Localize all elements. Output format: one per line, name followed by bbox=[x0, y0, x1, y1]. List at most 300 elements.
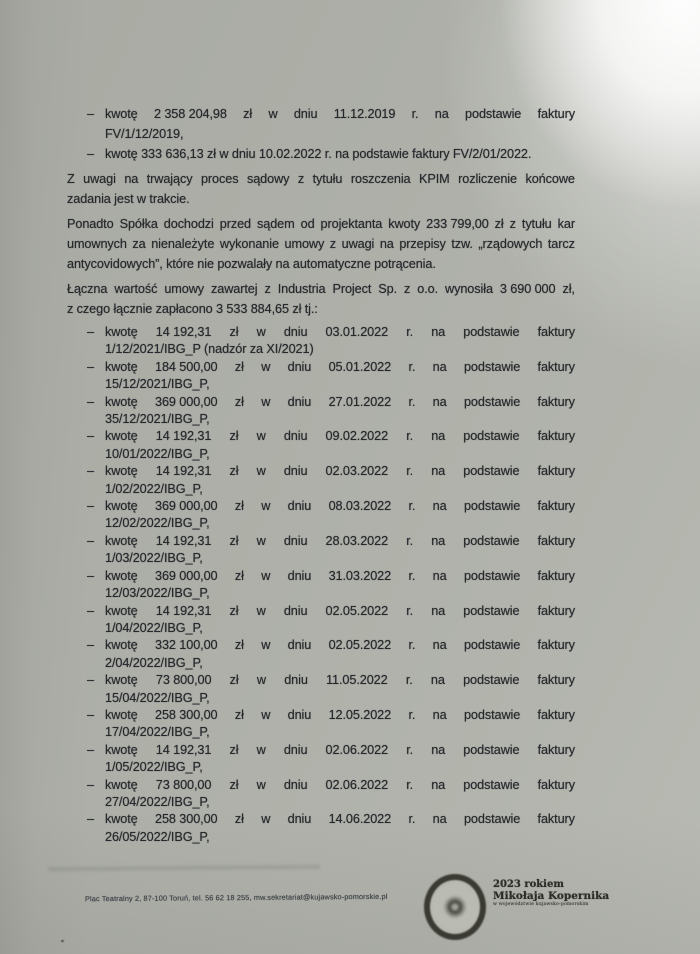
bullet-dash: – bbox=[87, 499, 94, 514]
document-page bbox=[67, 104, 575, 846]
doc-word: r. bbox=[408, 394, 416, 409]
payment-item-body bbox=[105, 428, 575, 463]
doc-line: 2/04/2022/IBG_P, bbox=[105, 655, 203, 670]
doc-word: uwagi bbox=[341, 237, 375, 251]
doc-line bbox=[105, 463, 575, 480]
doc-word: faktury bbox=[537, 394, 575, 409]
doc-word: „rządowych bbox=[478, 237, 543, 251]
doc-word: przed bbox=[219, 217, 252, 231]
doc-line: 1/02/2022/IBG_P, bbox=[105, 481, 203, 496]
payment-item-body bbox=[105, 498, 575, 533]
doc-word: dniu bbox=[284, 673, 308, 688]
doc-word: za bbox=[132, 237, 146, 251]
payment-item-body bbox=[105, 811, 575, 846]
doc-line: FV/1/12/2019, bbox=[105, 127, 184, 141]
doc-word: 14 192,31 bbox=[155, 325, 212, 339]
doc-word: dniu bbox=[283, 742, 308, 757]
doc-word: zł bbox=[229, 673, 239, 688]
doc-word: dniu bbox=[287, 638, 312, 653]
doc-word: zł bbox=[229, 533, 239, 548]
doc-word: podstawie bbox=[463, 499, 521, 514]
doc-word: w bbox=[256, 777, 266, 792]
doc-word: 14 192,31 bbox=[155, 429, 212, 444]
doc-word: zawartej bbox=[211, 282, 258, 296]
payment-item-body bbox=[105, 672, 575, 707]
doc-word: Sp. bbox=[378, 282, 398, 296]
doc-word: r. bbox=[406, 742, 414, 757]
doc-word: r. bbox=[406, 429, 414, 444]
doc-line bbox=[67, 234, 575, 254]
doc-line: 12/03/2022/IBG_P, bbox=[105, 586, 210, 601]
doc-word: 09.02.2022 bbox=[325, 429, 389, 444]
bullet-dash: – bbox=[87, 603, 94, 618]
doc-line: 1/05/2022/IBG_P, bbox=[105, 760, 203, 775]
doc-word: 14 192,31 bbox=[155, 533, 212, 548]
doc-line bbox=[105, 707, 575, 724]
doc-word: na bbox=[431, 429, 446, 444]
doc-word: Spółka bbox=[119, 217, 158, 231]
doc-word: zł bbox=[229, 325, 239, 339]
doc-line: 1/03/2022/IBG_P, bbox=[105, 551, 203, 566]
doc-word: podstawie bbox=[463, 568, 521, 583]
doc-word: tytułu bbox=[521, 217, 552, 231]
doc-word: na bbox=[434, 107, 449, 121]
paper-crease bbox=[48, 865, 320, 871]
doc-word: kwotę bbox=[105, 638, 138, 653]
doc-word: proces bbox=[200, 172, 239, 186]
doc-word: w bbox=[261, 812, 271, 827]
doc-word: kwotę bbox=[105, 742, 138, 757]
doc-word: 233 799,00 bbox=[426, 217, 489, 231]
doc-word: 28.03.2022 bbox=[325, 533, 389, 548]
doc-line: z czego łącznie zapłacono 3 533 884,65 zł tj.: bbox=[67, 302, 318, 316]
doc-word: r. bbox=[406, 325, 414, 339]
payment-item-body bbox=[105, 637, 575, 672]
doc-word: r. bbox=[406, 533, 414, 548]
doc-line: 27/04/2022/IBG_P, bbox=[105, 794, 210, 809]
doc-word: r. bbox=[408, 638, 416, 653]
doc-line bbox=[105, 637, 575, 654]
doc-word: 27.01.2022 bbox=[328, 394, 392, 409]
doc-word: faktury bbox=[537, 812, 575, 827]
paragraph-court-process bbox=[67, 169, 575, 209]
doc-word: faktury bbox=[537, 603, 575, 618]
payment-item bbox=[87, 672, 575, 707]
doc-word: w bbox=[256, 742, 266, 757]
bullet-dash: – bbox=[87, 673, 94, 688]
doc-line bbox=[105, 811, 575, 828]
doc-word: zł bbox=[229, 777, 239, 792]
paragraphs bbox=[67, 169, 575, 319]
doc-word: zł, bbox=[562, 282, 575, 296]
bullet-dash: – bbox=[87, 107, 94, 121]
doc-word: zł bbox=[229, 464, 239, 479]
doc-line bbox=[105, 568, 575, 585]
payment-item bbox=[87, 603, 575, 638]
doc-line: zadania jest w trakcie. bbox=[67, 192, 190, 206]
doc-word: o.o. bbox=[417, 282, 439, 296]
doc-word: na bbox=[431, 464, 446, 479]
doc-word: na bbox=[379, 237, 394, 251]
doc-line: 12/02/2022/IBG_P, bbox=[105, 516, 210, 531]
doc-word: dniu bbox=[283, 325, 308, 339]
doc-word: kwoty bbox=[388, 217, 421, 231]
doc-word: wynosiła bbox=[445, 282, 493, 296]
doc-word: kwotę bbox=[105, 533, 138, 548]
copernicus-logo bbox=[424, 874, 609, 940]
doc-word: przepisy bbox=[399, 237, 446, 251]
payment-item bbox=[87, 777, 575, 812]
doc-word: w bbox=[261, 707, 271, 722]
doc-word: dniu bbox=[287, 568, 312, 583]
payment-item-body bbox=[105, 707, 575, 742]
payment-item-body bbox=[105, 568, 575, 603]
doc-line bbox=[105, 428, 575, 445]
doc-word: r. bbox=[408, 359, 416, 374]
doc-line bbox=[105, 533, 575, 550]
doc-word: podstawie bbox=[463, 325, 520, 339]
doc-word: 14 192,31 bbox=[155, 603, 212, 618]
doc-word: faktury bbox=[537, 533, 575, 548]
copernicus-medal-icon bbox=[424, 874, 486, 940]
doc-word: 369 000,00 bbox=[155, 568, 218, 583]
doc-word: zł bbox=[243, 107, 253, 121]
doc-word: z bbox=[297, 172, 305, 186]
doc-word: kwotę bbox=[105, 499, 138, 514]
doc-line bbox=[105, 498, 575, 515]
doc-line bbox=[105, 672, 575, 689]
doc-word: zł bbox=[234, 812, 244, 827]
doc-word: 369 000,00 bbox=[155, 499, 218, 514]
payment-item bbox=[87, 463, 575, 498]
doc-word: kar bbox=[557, 217, 575, 231]
doc-word: umownych bbox=[67, 237, 127, 251]
paper-speck bbox=[61, 940, 64, 942]
doc-word: w bbox=[261, 638, 271, 653]
doc-line bbox=[67, 279, 575, 299]
doc-word: końcowe bbox=[525, 172, 575, 186]
doc-word: kwotę bbox=[105, 394, 138, 409]
bullet-dash: – bbox=[87, 742, 94, 757]
bullet-dash: – bbox=[87, 707, 94, 722]
doc-word: faktury bbox=[537, 673, 575, 688]
payment-item-body bbox=[105, 742, 575, 777]
doc-word: 08.03.2022 bbox=[328, 499, 392, 514]
doc-word: w bbox=[256, 325, 266, 339]
payment-item bbox=[87, 428, 575, 463]
paragraph-contract-total bbox=[67, 279, 575, 319]
payment-item-body bbox=[105, 359, 575, 394]
doc-word: na bbox=[432, 568, 447, 583]
doc-word: 02.06.2022 bbox=[325, 777, 389, 792]
doc-word: dochodzi bbox=[163, 217, 214, 231]
doc-word: r. bbox=[408, 568, 416, 583]
doc-word: roszczenia bbox=[350, 172, 411, 186]
doc-word: dniu bbox=[287, 394, 312, 409]
doc-word: od bbox=[300, 217, 315, 231]
payment-item-body bbox=[105, 463, 575, 498]
payment-item-body bbox=[105, 104, 575, 144]
doc-word: 2 358 204,98 bbox=[153, 107, 227, 121]
doc-word: dniu bbox=[283, 603, 308, 618]
payment-item bbox=[87, 324, 575, 359]
doc-word: dniu bbox=[293, 107, 318, 121]
payment-item-body bbox=[105, 777, 575, 812]
doc-word: tytułu bbox=[312, 172, 343, 186]
doc-word: w bbox=[261, 359, 271, 374]
doc-word: kwotę bbox=[105, 464, 138, 479]
doc-word: na bbox=[431, 533, 446, 548]
doc-word: 73 800,00 bbox=[155, 673, 212, 688]
payment-item bbox=[87, 707, 575, 742]
doc-word: dniu bbox=[283, 533, 308, 548]
doc-word: 14.06.2022 bbox=[328, 812, 392, 827]
payment-item-body bbox=[105, 324, 575, 359]
payment-item-body bbox=[105, 144, 575, 164]
doc-word: r. bbox=[408, 812, 416, 827]
doc-line: 17/04/2022/IBG_P, bbox=[105, 725, 210, 740]
doc-word: faktury bbox=[537, 464, 575, 479]
doc-word: r. bbox=[406, 603, 414, 618]
doc-line: kwotę 333 636,13 zł w dniu 10.02.2022 r. na podstawie faktury FV/2/01/2022. bbox=[105, 147, 532, 161]
doc-word: w bbox=[261, 394, 271, 409]
doc-word: faktury bbox=[537, 638, 575, 653]
doc-word: faktury bbox=[537, 499, 575, 514]
doc-word: kwotę bbox=[105, 707, 138, 722]
doc-word: 02.03.2022 bbox=[325, 464, 389, 479]
doc-line bbox=[67, 214, 575, 234]
doc-word: 369 000,00 bbox=[155, 394, 218, 409]
bullet-dash: – bbox=[87, 147, 94, 161]
doc-word: podstawie bbox=[463, 673, 520, 688]
doc-word: dniu bbox=[283, 464, 308, 479]
doc-word: kwotę bbox=[105, 359, 138, 374]
doc-word: dniu bbox=[287, 812, 312, 827]
doc-word: 3 690 000 bbox=[499, 282, 556, 296]
doc-word: faktury bbox=[537, 568, 575, 583]
doc-line bbox=[105, 104, 575, 124]
bullet-dash: – bbox=[87, 429, 94, 444]
doc-line bbox=[105, 603, 575, 620]
doc-word: r. bbox=[408, 707, 416, 722]
doc-word: na bbox=[432, 638, 447, 653]
doc-word: z bbox=[404, 282, 411, 296]
doc-word: 11.05.2022 bbox=[326, 673, 388, 688]
doc-word: 73 800,00 bbox=[155, 777, 212, 792]
doc-word: podstawie bbox=[463, 359, 521, 374]
bullet-dash: – bbox=[87, 568, 94, 583]
payment-item bbox=[87, 359, 575, 394]
doc-word: na bbox=[431, 742, 446, 757]
doc-word: 12.05.2022 bbox=[328, 707, 392, 722]
bullet-dash: – bbox=[87, 533, 94, 548]
bullet-dash: – bbox=[87, 394, 94, 409]
doc-word: dniu bbox=[287, 359, 312, 374]
logo-name-line: Mikołaja Kopernika bbox=[493, 890, 610, 902]
payment-list bbox=[67, 324, 575, 846]
doc-word: 31.03.2022 bbox=[328, 568, 392, 583]
doc-word: kwotę bbox=[105, 812, 138, 827]
doc-word: zł bbox=[494, 217, 504, 231]
doc-word: faktury bbox=[537, 707, 575, 722]
doc-word: kwotę bbox=[105, 107, 138, 121]
doc-word: na bbox=[430, 673, 445, 688]
payment-item bbox=[87, 104, 575, 144]
doc-word: podstawie bbox=[463, 533, 520, 548]
doc-word: wartość bbox=[114, 282, 158, 296]
doc-word: podstawie bbox=[463, 429, 520, 444]
copernicus-logo-text bbox=[493, 874, 609, 908]
doc-word: uwagi bbox=[83, 172, 116, 186]
doc-word: r. bbox=[408, 499, 416, 514]
doc-word: Project bbox=[332, 282, 372, 296]
doc-word: w bbox=[256, 673, 266, 688]
doc-line: 26/05/2022/IBG_P, bbox=[105, 829, 210, 844]
payment-item-body bbox=[105, 533, 575, 568]
doc-word: faktury bbox=[537, 429, 575, 444]
payment-item bbox=[87, 811, 575, 846]
doc-word: zł bbox=[234, 499, 244, 514]
doc-word: 258 300,00 bbox=[155, 812, 218, 827]
doc-word: r. bbox=[411, 107, 419, 121]
doc-word: podstawie bbox=[465, 107, 522, 121]
payment-item bbox=[87, 568, 575, 603]
doc-word: kwotę bbox=[105, 603, 138, 618]
bullet-dash: – bbox=[87, 325, 94, 339]
doc-word: trwający bbox=[146, 172, 193, 186]
doc-word: z bbox=[329, 237, 337, 251]
payment-item bbox=[87, 533, 575, 568]
doc-word: z bbox=[509, 217, 516, 231]
doc-line bbox=[105, 777, 575, 794]
doc-line bbox=[105, 394, 575, 411]
doc-word: na bbox=[432, 812, 447, 827]
payment-item bbox=[87, 637, 575, 672]
doc-word: r. bbox=[406, 777, 414, 792]
doc-word: na bbox=[432, 499, 447, 514]
doc-word: podstawie bbox=[463, 603, 520, 618]
doc-word: projektanta bbox=[320, 217, 383, 231]
doc-word: KPIM bbox=[419, 172, 450, 186]
doc-word: kwotę bbox=[105, 777, 138, 792]
doc-word: 02.05.2022 bbox=[328, 638, 392, 653]
paragraph-contract-penalties bbox=[67, 214, 575, 274]
doc-word: tzw. bbox=[451, 237, 473, 251]
doc-word: zł bbox=[234, 359, 244, 374]
doc-line: antycovidowych”, które nie pozwalały na automatyczne potrącenia. bbox=[67, 257, 436, 271]
doc-word: zł bbox=[234, 394, 244, 409]
doc-line: 1/04/2022/IBG_P, bbox=[105, 620, 203, 635]
doc-word: zł bbox=[229, 429, 239, 444]
doc-word: kwotę bbox=[105, 429, 138, 444]
doc-word: 14 192,31 bbox=[155, 742, 212, 757]
doc-word: podstawie bbox=[463, 638, 521, 653]
doc-word: podstawie bbox=[463, 777, 520, 792]
doc-word: zł bbox=[229, 603, 239, 618]
doc-word: zł bbox=[229, 742, 239, 757]
doc-word: dniu bbox=[287, 499, 312, 514]
doc-word: Z bbox=[67, 172, 75, 186]
intro-payment-list bbox=[67, 104, 575, 164]
doc-word: Ponadto bbox=[67, 217, 114, 231]
doc-word: nienależyte bbox=[151, 237, 215, 251]
doc-word: w bbox=[256, 533, 266, 548]
doc-word: faktury bbox=[537, 359, 575, 374]
doc-word: zł bbox=[234, 638, 244, 653]
doc-word: zł bbox=[234, 707, 244, 722]
doc-word: na bbox=[432, 394, 447, 409]
doc-word: podstawie bbox=[463, 394, 521, 409]
doc-line bbox=[105, 324, 575, 341]
doc-word: w bbox=[261, 499, 271, 514]
doc-word: podstawie bbox=[463, 707, 521, 722]
doc-word: rozliczenie bbox=[458, 172, 517, 186]
doc-word: 02.05.2022 bbox=[325, 603, 389, 618]
doc-line bbox=[105, 742, 575, 759]
doc-line: 10/01/2022/IBG_P, bbox=[105, 446, 210, 461]
doc-word: dniu bbox=[283, 777, 308, 792]
bullet-dash: – bbox=[87, 464, 94, 479]
doc-word: sądowy bbox=[246, 172, 290, 186]
payment-item bbox=[87, 394, 575, 429]
doc-word: tarcz bbox=[547, 237, 575, 251]
doc-word: 332 100,00 bbox=[155, 638, 218, 653]
doc-word: Łączna bbox=[67, 282, 108, 296]
doc-word: kwotę bbox=[105, 325, 138, 339]
payment-item-body bbox=[105, 603, 575, 638]
doc-word: faktury bbox=[537, 777, 575, 792]
bullet-dash: – bbox=[87, 359, 94, 374]
doc-word: 14 192,31 bbox=[155, 464, 212, 479]
doc-word: dniu bbox=[287, 707, 312, 722]
doc-line bbox=[67, 169, 575, 189]
doc-word: faktury bbox=[537, 325, 575, 339]
doc-word: 11.12.2019 bbox=[333, 107, 396, 121]
doc-line: 15/04/2022/IBG_P, bbox=[105, 690, 210, 705]
bullet-dash: – bbox=[87, 777, 94, 792]
doc-line: 1/12/2021/IBG_P (nadzór za XI/2021) bbox=[105, 342, 314, 357]
doc-line: 35/12/2021/IBG_P, bbox=[105, 412, 210, 427]
logo-year-line: 2023 rokiem bbox=[493, 879, 564, 890]
bullet-dash: – bbox=[87, 638, 94, 653]
doc-word: sądem bbox=[257, 217, 295, 231]
doc-word: w bbox=[256, 429, 266, 444]
doc-word: podstawie bbox=[463, 812, 521, 827]
doc-word: w bbox=[256, 603, 266, 618]
payment-item bbox=[87, 498, 575, 533]
doc-word: na bbox=[431, 325, 446, 339]
doc-word: 258 300,00 bbox=[155, 707, 218, 722]
doc-word: dniu bbox=[283, 429, 308, 444]
doc-word: umowy bbox=[284, 237, 325, 251]
doc-word: na bbox=[432, 707, 447, 722]
copernicus-medal-core-icon bbox=[444, 896, 466, 918]
payment-item bbox=[87, 144, 575, 164]
doc-word: na bbox=[124, 172, 139, 186]
doc-word: podstawie bbox=[463, 464, 520, 479]
doc-word: w bbox=[261, 568, 271, 583]
doc-word: w bbox=[256, 464, 266, 479]
doc-word: Industria bbox=[277, 282, 326, 296]
doc-word: na bbox=[431, 777, 446, 792]
doc-word: wykonanie bbox=[219, 237, 279, 251]
bullet-dash: – bbox=[87, 812, 94, 827]
doc-word: 02.06.2022 bbox=[325, 742, 389, 757]
doc-word: w bbox=[268, 107, 278, 121]
doc-word: zł bbox=[234, 568, 244, 583]
doc-line: 15/12/2021/IBG_P, bbox=[105, 377, 210, 392]
doc-word: na bbox=[431, 603, 446, 618]
